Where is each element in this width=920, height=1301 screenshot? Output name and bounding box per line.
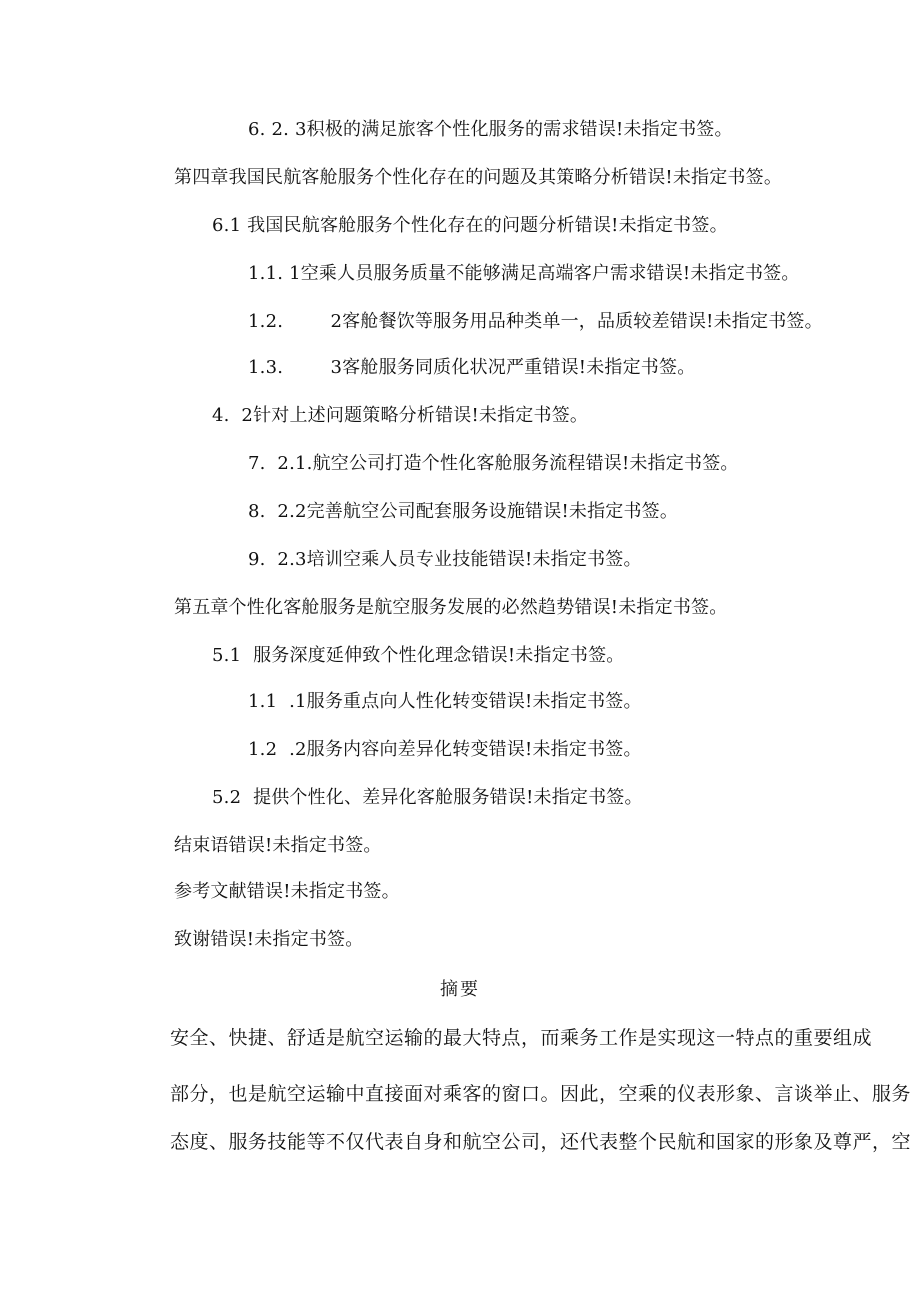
abstract-paragraph-line: 态度、服务技能等不仅代表自身和航空公司，还代表整个民航和国家的形象及尊严，空 (170, 1131, 912, 1153)
toc-entry: 8. 2.2完善航空公司配套服务设施错误!未指定书签。 (248, 501, 679, 522)
abstract-title: 摘要 (440, 979, 480, 1000)
toc-entry: 1.1. 1空乘人员服务质量不能够满足高端客户需求错误!未指定书签。 (248, 263, 800, 284)
toc-entry: 6.1 我国民航客舱服务个性化存在的问题分析错误!未指定书签。 (212, 215, 728, 236)
toc-entry: 1.2 .2服务内容向差异化转变错误!未指定书签。 (248, 739, 642, 760)
toc-entry: 1.3. 3客舱服务同质化状况严重错误!未指定书签。 (248, 357, 696, 378)
toc-entry: 7. 2.1.航空公司打造个性化客舱服务流程错误!未指定书签。 (248, 453, 739, 474)
toc-entry: 9. 2.3培训空乘人员专业技能错误!未指定书签。 (248, 549, 642, 570)
toc-entry: 1.1 .1服务重点向人性化转变错误!未指定书签。 (248, 691, 642, 712)
toc-entry: 参考文献错误!未指定书签。 (174, 881, 400, 902)
toc-entry: 5.2 提供个性化、差异化客舱服务错误!未指定书签。 (212, 787, 643, 808)
toc-entry: 5.1 服务深度延伸致个性化理念错误!未指定书签。 (212, 645, 625, 666)
toc-entry: 结束语错误!未指定书签。 (174, 835, 382, 856)
toc-entry: 4. 2针对上述问题策略分析错误!未指定书签。 (212, 405, 589, 426)
abstract-paragraph-line: 部分，也是航空运输中直接面对乘客的窗口。因此，空乘的仪表形象、言谈举止、服务 (170, 1083, 912, 1105)
toc-entry: 1.2. 2客舱餐饮等服务用品种类单一，品质较差错误!未指定书签。 (248, 311, 823, 332)
toc-entry: 第五章个性化客舱服务是航空服务发展的必然趋势错误!未指定书签。 (174, 597, 728, 618)
toc-entry: 第四章我国民航客舱服务个性化存在的问题及其策略分析错误!未指定书签。 (174, 167, 783, 188)
abstract-paragraph-line: 安全、快捷、舒适是航空运输的最大特点，而乘务工作是实现这一特点的重要组成 (170, 1027, 873, 1049)
toc-entry: 致谢错误!未指定书签。 (174, 929, 364, 950)
toc-entry: 6. 2. 3积极的满足旅客个性化服务的需求错误!未指定书签。 (248, 119, 733, 140)
